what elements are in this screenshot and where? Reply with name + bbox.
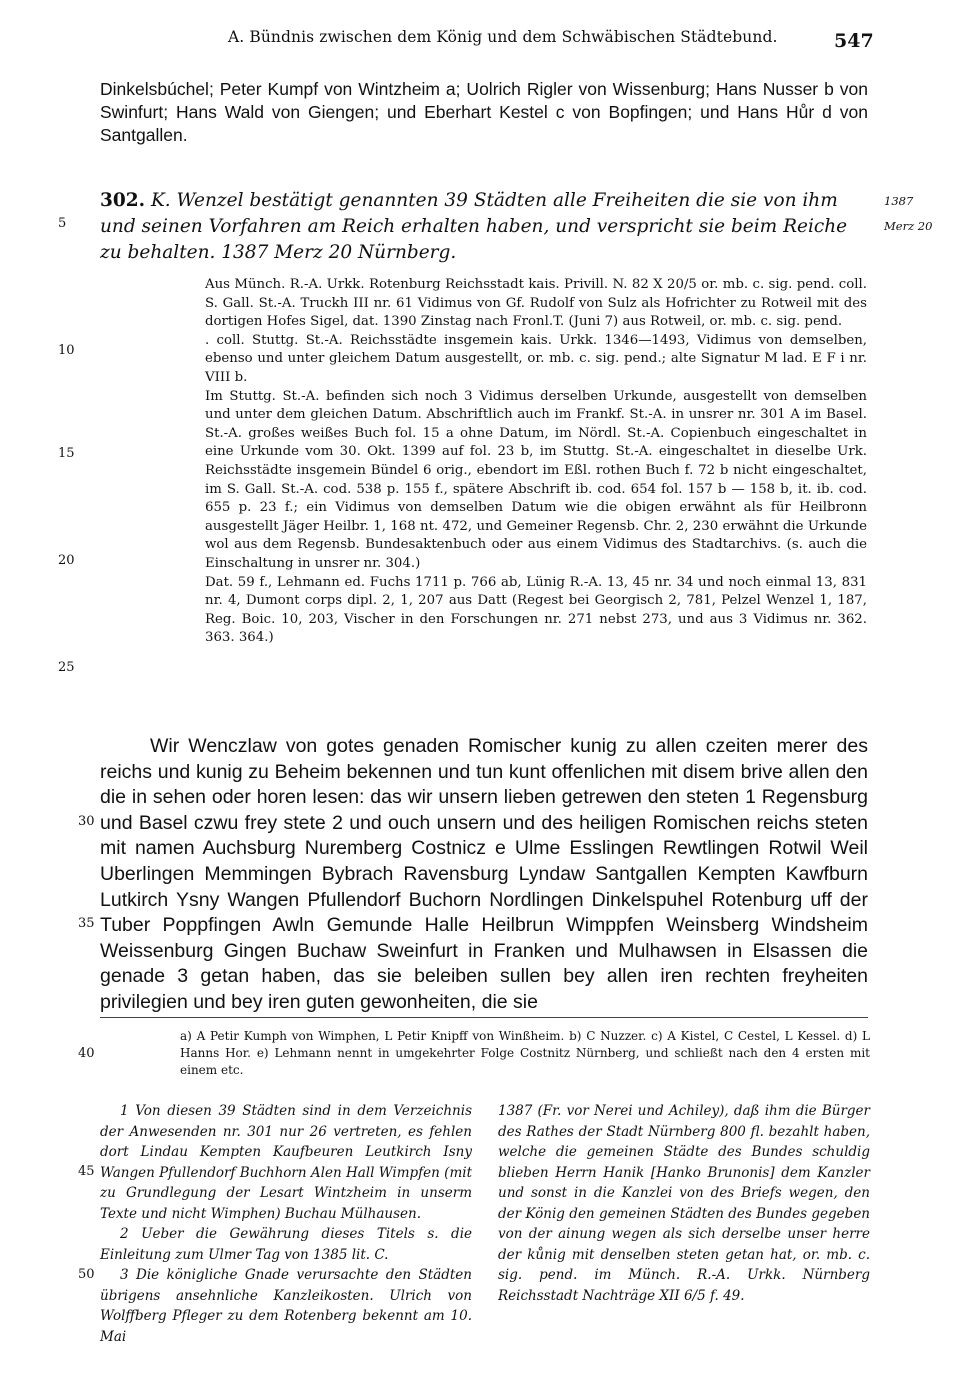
line-number: 35 (78, 916, 95, 931)
source-paragraph: Aus Münch. R.-A. Urkk. Rotenburg Reichsstadt kais. Privill. N. 82 X 20/5 or. mb. c. sig. pend. coll. S. Gall. St.-A. Truckh III nr. 61 Vidimus von Gf. Rudolf von Sulz als Hofrichter zu Rotweil mit des dortigen Hofes Sigel, dat. 1390 Zinstag nach Fronl.T. (Juni 7) aus Rotweil, or. mb. c. sig. pend. (205, 277, 867, 330)
continuation-paragraph: Dinkelsbúchel; Peter Kumpf von Wintzheim a; Uolrich Rigler von Wissenburg; Hans Nusser b von Swinfurt; Hans Wald von Giengen; und Eberhart Kestel c von Bopfingen; und Hans Hůr d von Santgallen. (100, 79, 868, 145)
line-number: 30 (78, 814, 95, 829)
footnotes-left-column (100, 1101, 472, 1347)
line-number: 20 (58, 553, 75, 568)
separator-rule (100, 1017, 868, 1018)
line-number: 45 (78, 1164, 95, 1179)
line-number: 25 (58, 660, 75, 675)
footnote: 1 Von diesen 39 Städten sind in dem Verzeichnis der Anwesenden nr. 301 nur 26 vertreten, es fehlen dort Lindau Kempten Kaufbeuren Leutkirch Isny Wangen Pfullendorf Buchhorn Alen Hall Wimpfen (mit zu Grundlegung der Lesart Wintzheim in unserm Texte und nicht Wimphen) Buchau Mülhausen. (100, 1103, 472, 1222)
source-paragraph: Dat. 59 f., Lehmann ed. Fuchs 1711 p. 766 ab, Lünig R.-A. 13, 45 nr. 34 und noch einmal 13, 831 nr. 4, Dumont corps dipl. 2, 1, 207 aus Datt (Regest bei Georgisch 2, 781, Pelzel Wenzel 1, 187, Reg. Boic. 10, 203, Vischer in den Forschungen nr. 271 nebst 273, und aus 3 Vidimus nr. 362. 363. 364.) (205, 574, 867, 646)
line-number: 40 (78, 1046, 95, 1061)
margin-month-day: Merz 20 (884, 219, 933, 233)
footnotes-right-column (498, 1101, 870, 1306)
running-head: A. Bündnis zwischen dem König und dem Schwäbischen Städtebund. (228, 28, 778, 46)
line-number: 50 (78, 1267, 95, 1282)
source-paragraph: . coll. Stuttg. St.-A. Reichsstädte insgemein kais. Urkk. 1346—1493, Vidimus von demselben, ebenso und unter gleichem Datum ausgestellt, or. mb. c. sig. pend.; alte Signatur M lad. E F i nr. VIII b. (205, 332, 867, 385)
footnote: 2 Ueber die Gewährung dieses Titels s. die Einleitung zum Ulmer Tag von 1385 lit. C. (100, 1226, 472, 1263)
variant-readings: a) A Petir Kumph von Wimphen, L Petir Knipff von Winßheim. b) C Nuzzer. c) A Kistel, C Cestel, L Kessel. d) L Hanns Hor. e) Lehmann nennt in umgekehrter Folge Costnitz Nürnberg, und schließt nach den 4 ersten mit einem etc. (180, 1029, 870, 1077)
document-header (100, 188, 872, 266)
margin-year: 1387 (884, 194, 914, 208)
footnote: 3 Die königliche Gnade verursachte den Städten übrigens ansehnliche Kanzleikosten. Ulrich von Wolffberg Pfleger zu dem Rotenberg bekennt am 10. Mai (100, 1267, 472, 1345)
document-regest: K. Wenzel bestätigt genannten 39 Städten alle Freiheiten die sie von ihm und seinen Vorfahren am Reich erhalten haben, und verspricht sie beim Reiche zu behalten. 1387 Merz 20 Nürnberg. (100, 190, 848, 263)
margin-date (884, 189, 932, 239)
line-number: 5 (58, 216, 67, 231)
page-number: 547 (834, 30, 874, 52)
charter-text: Wir Wenczlaw von gotes genaden Romischer kunig zu allen czeiten merer des reichs und kunig zu Beheim bekennen und tun kunt offenlichen mit disem brive allen den die in sehen oder horen lesen: das wir unsern lieben getrewen den steten 1 Regensburg und Basel czwu frey stete 2 und ouch unsern und des heiligen Romischen reichs steten mit namen Auchsburg Nuremberg Costnicz e Ulme Esslingen Rewtlingen Rotwil Weil Uberlingen Memmingen Bybrach Ravensburg Lyndaw Santgallen Kempten Kawfburn Lutkirch Ysny Wangen Pfullendorf Buchorn Nordlingen Dinkelspuhel Rotenburg uff der Tuber Poppfingen Awln Gemunde Halle Heilbrun Wimppfen Weinsberg Windsheim Weissenburg Gingen Buchaw Sweinfurt in Franken und Mulhawsen in Elsassen die genade 3 getan haben, das sie beleiben sullen bey allen iren rechten freyheiten privilegien und bey iren guten gewonheiten, die sie (100, 735, 868, 1013)
source-paragraph: Im Stuttg. St.-A. befinden sich noch 3 Vidimus derselben Urkunde, ausgestellt von demselben und unter dem gleichen Datum. Abschriftlich auch im Frankf. St.-A. in unsrer nr. 301 A im Basel. St.-A. großes weißes Buch fol. 15 a ohne Datum, im Nördl. St.-A. Copienbuch eingeschaltet in eine Urkunde vom 30. Okt. 1399 auf fol. 23 b, im Stuttg. St.-A. eingeschaltet in dieselbe Urk. Reichsstädte insgemein Bündel 6 orig., ebendort im Eßl. rothen Buch f. 72 b nicht eingeschaltet, im S. Gall. St.-A. cod. 538 p. 155 f., spätere Abschrift ib. cod. 654 fol. 157 b — 158 b, it. ib. cod. 655 p. 23 f.; ein Vidimus von demselben Datum wie die obigen erwähnt als für Heilbronn ausgestellt Jäger Heilbr. 1, 168 nt. 472, und Gemeiner Regensb. Chr. 2, 230 erwähnt die Urkunde wol aus dem Regensb. Bundesaktenbuch oder aus einem Vidimus des Stadtarchivs. (s. auch die Einschaltung in unsrer nr. 304.) (205, 388, 867, 571)
line-number: 15 (58, 446, 75, 461)
line-number: 10 (58, 343, 75, 358)
source-apparatus (205, 276, 867, 648)
footnote-continuation: 1387 (Fr. vor Nerei und Achiley), daß ihm die Bürger des Rathes der Stadt Nürnberg 800 fl. bezahlt haben, welche die gemeinen Städte des Bundes schuldig blieben Herrn Hanik [Hanko Brunonis] dem Kanzler und sonst in die Kanzlei von des Briefs wegen, den der König den gemeinen Städten des Bundes gegeben von der ainung wegen als sich derselbe unser herre der kůnig mit denselben steten getan hat, or. mb. c. sig. pend. im Münch. R.-A. Urkk. Nürnberg Reichsstadt Nachträge XII 6/5 f. 49. (498, 1103, 870, 1304)
document-number: 302. (100, 190, 146, 211)
